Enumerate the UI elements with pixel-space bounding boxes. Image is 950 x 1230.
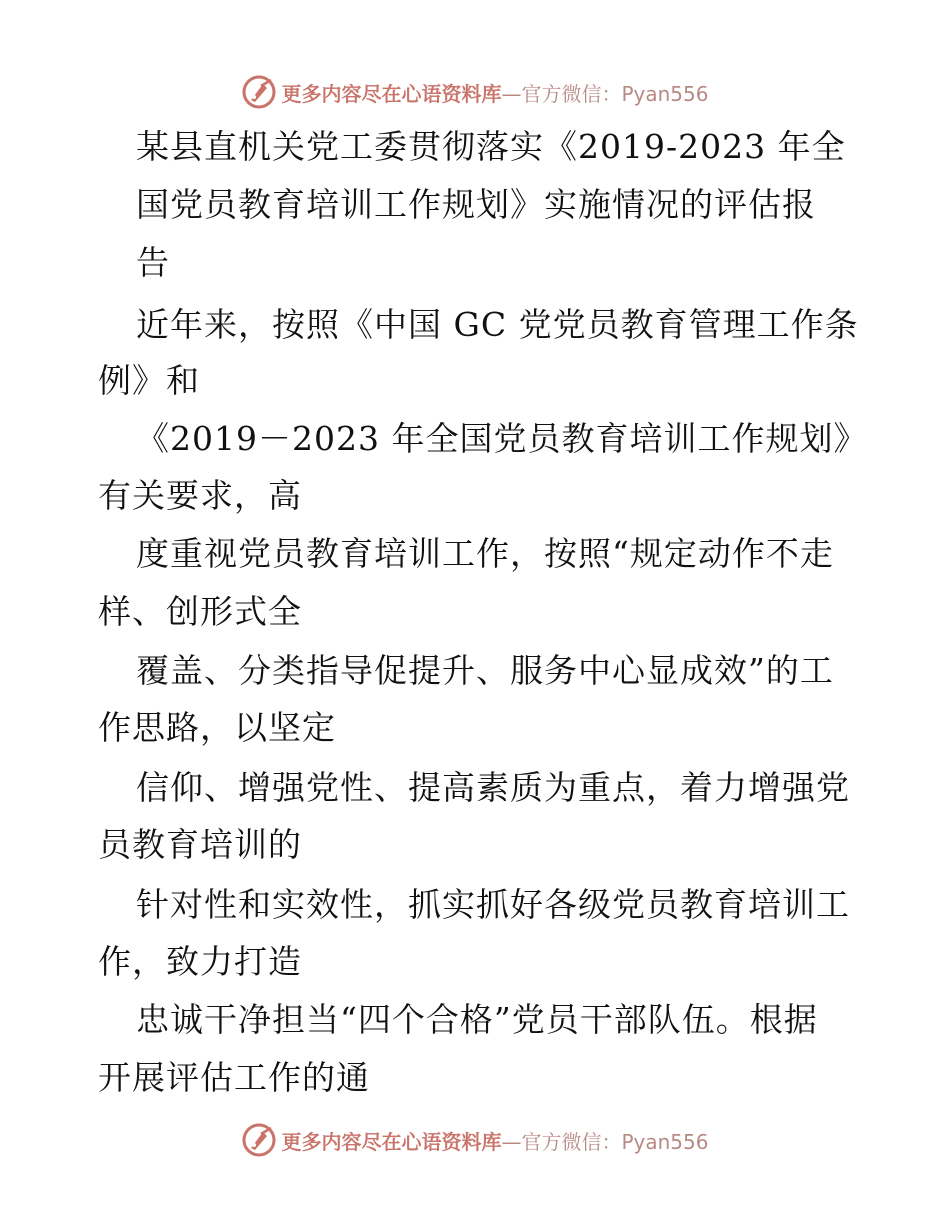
header-banner-text bbox=[281, 78, 708, 107]
paragraph-line: 作思路，以坚定 bbox=[98, 708, 336, 747]
header-banner-bold: 更多内容尽在心语资料库 bbox=[281, 81, 502, 106]
title-line: 某县直机关党工委贯彻落实《2019-2023 年全 bbox=[136, 127, 846, 166]
title-line: 国党员教育培训工作规划》实施情况的评估报 bbox=[136, 185, 816, 224]
paragraph-line: 忠诚干净担当“四个合格”党员干部队伍。根据 bbox=[136, 1000, 818, 1039]
paragraph-line: 样、创形式全 bbox=[98, 592, 302, 631]
header-banner-light: —官方微信：Pyan556 bbox=[501, 81, 709, 106]
paragraph-line: 作，致力打造 bbox=[98, 942, 302, 981]
paragraph-line: 覆盖、分类指导促提升、服务中心显成效”的工 bbox=[136, 651, 834, 690]
paragraph-line: 有关要求，高 bbox=[98, 476, 302, 515]
pen-nib-logo-icon bbox=[241, 74, 277, 110]
paragraph-line: 例》和 bbox=[98, 361, 200, 400]
paragraph-line: 近年来，按照《中国 GC 党党员教育管理工作条 bbox=[136, 305, 859, 344]
paragraph-line: 针对性和实效性，抓实抓好各级党员教育培训工 bbox=[136, 885, 850, 924]
paragraph-line: 信仰、增强党性、提高素质为重点，着力增强党 bbox=[136, 768, 850, 807]
footer-banner-text bbox=[281, 1126, 708, 1155]
pen-nib-logo-icon bbox=[241, 1122, 277, 1158]
paragraph-line: 开展评估工作的通 bbox=[98, 1058, 370, 1097]
footer-banner-bold: 更多内容尽在心语资料库 bbox=[281, 1129, 502, 1154]
paragraph-line: 员教育培训的 bbox=[98, 825, 302, 864]
paragraph-line: 《2019－2023 年全国党员教育培训工作规划》 bbox=[136, 419, 868, 458]
paragraph-line: 度重视党员教育培训工作，按照“规定动作不走 bbox=[136, 534, 834, 573]
title-line: 告 bbox=[136, 243, 170, 282]
header-banner bbox=[0, 72, 950, 112]
footer-banner-light: —官方微信：Pyan556 bbox=[501, 1129, 709, 1154]
footer-banner bbox=[0, 1120, 950, 1160]
